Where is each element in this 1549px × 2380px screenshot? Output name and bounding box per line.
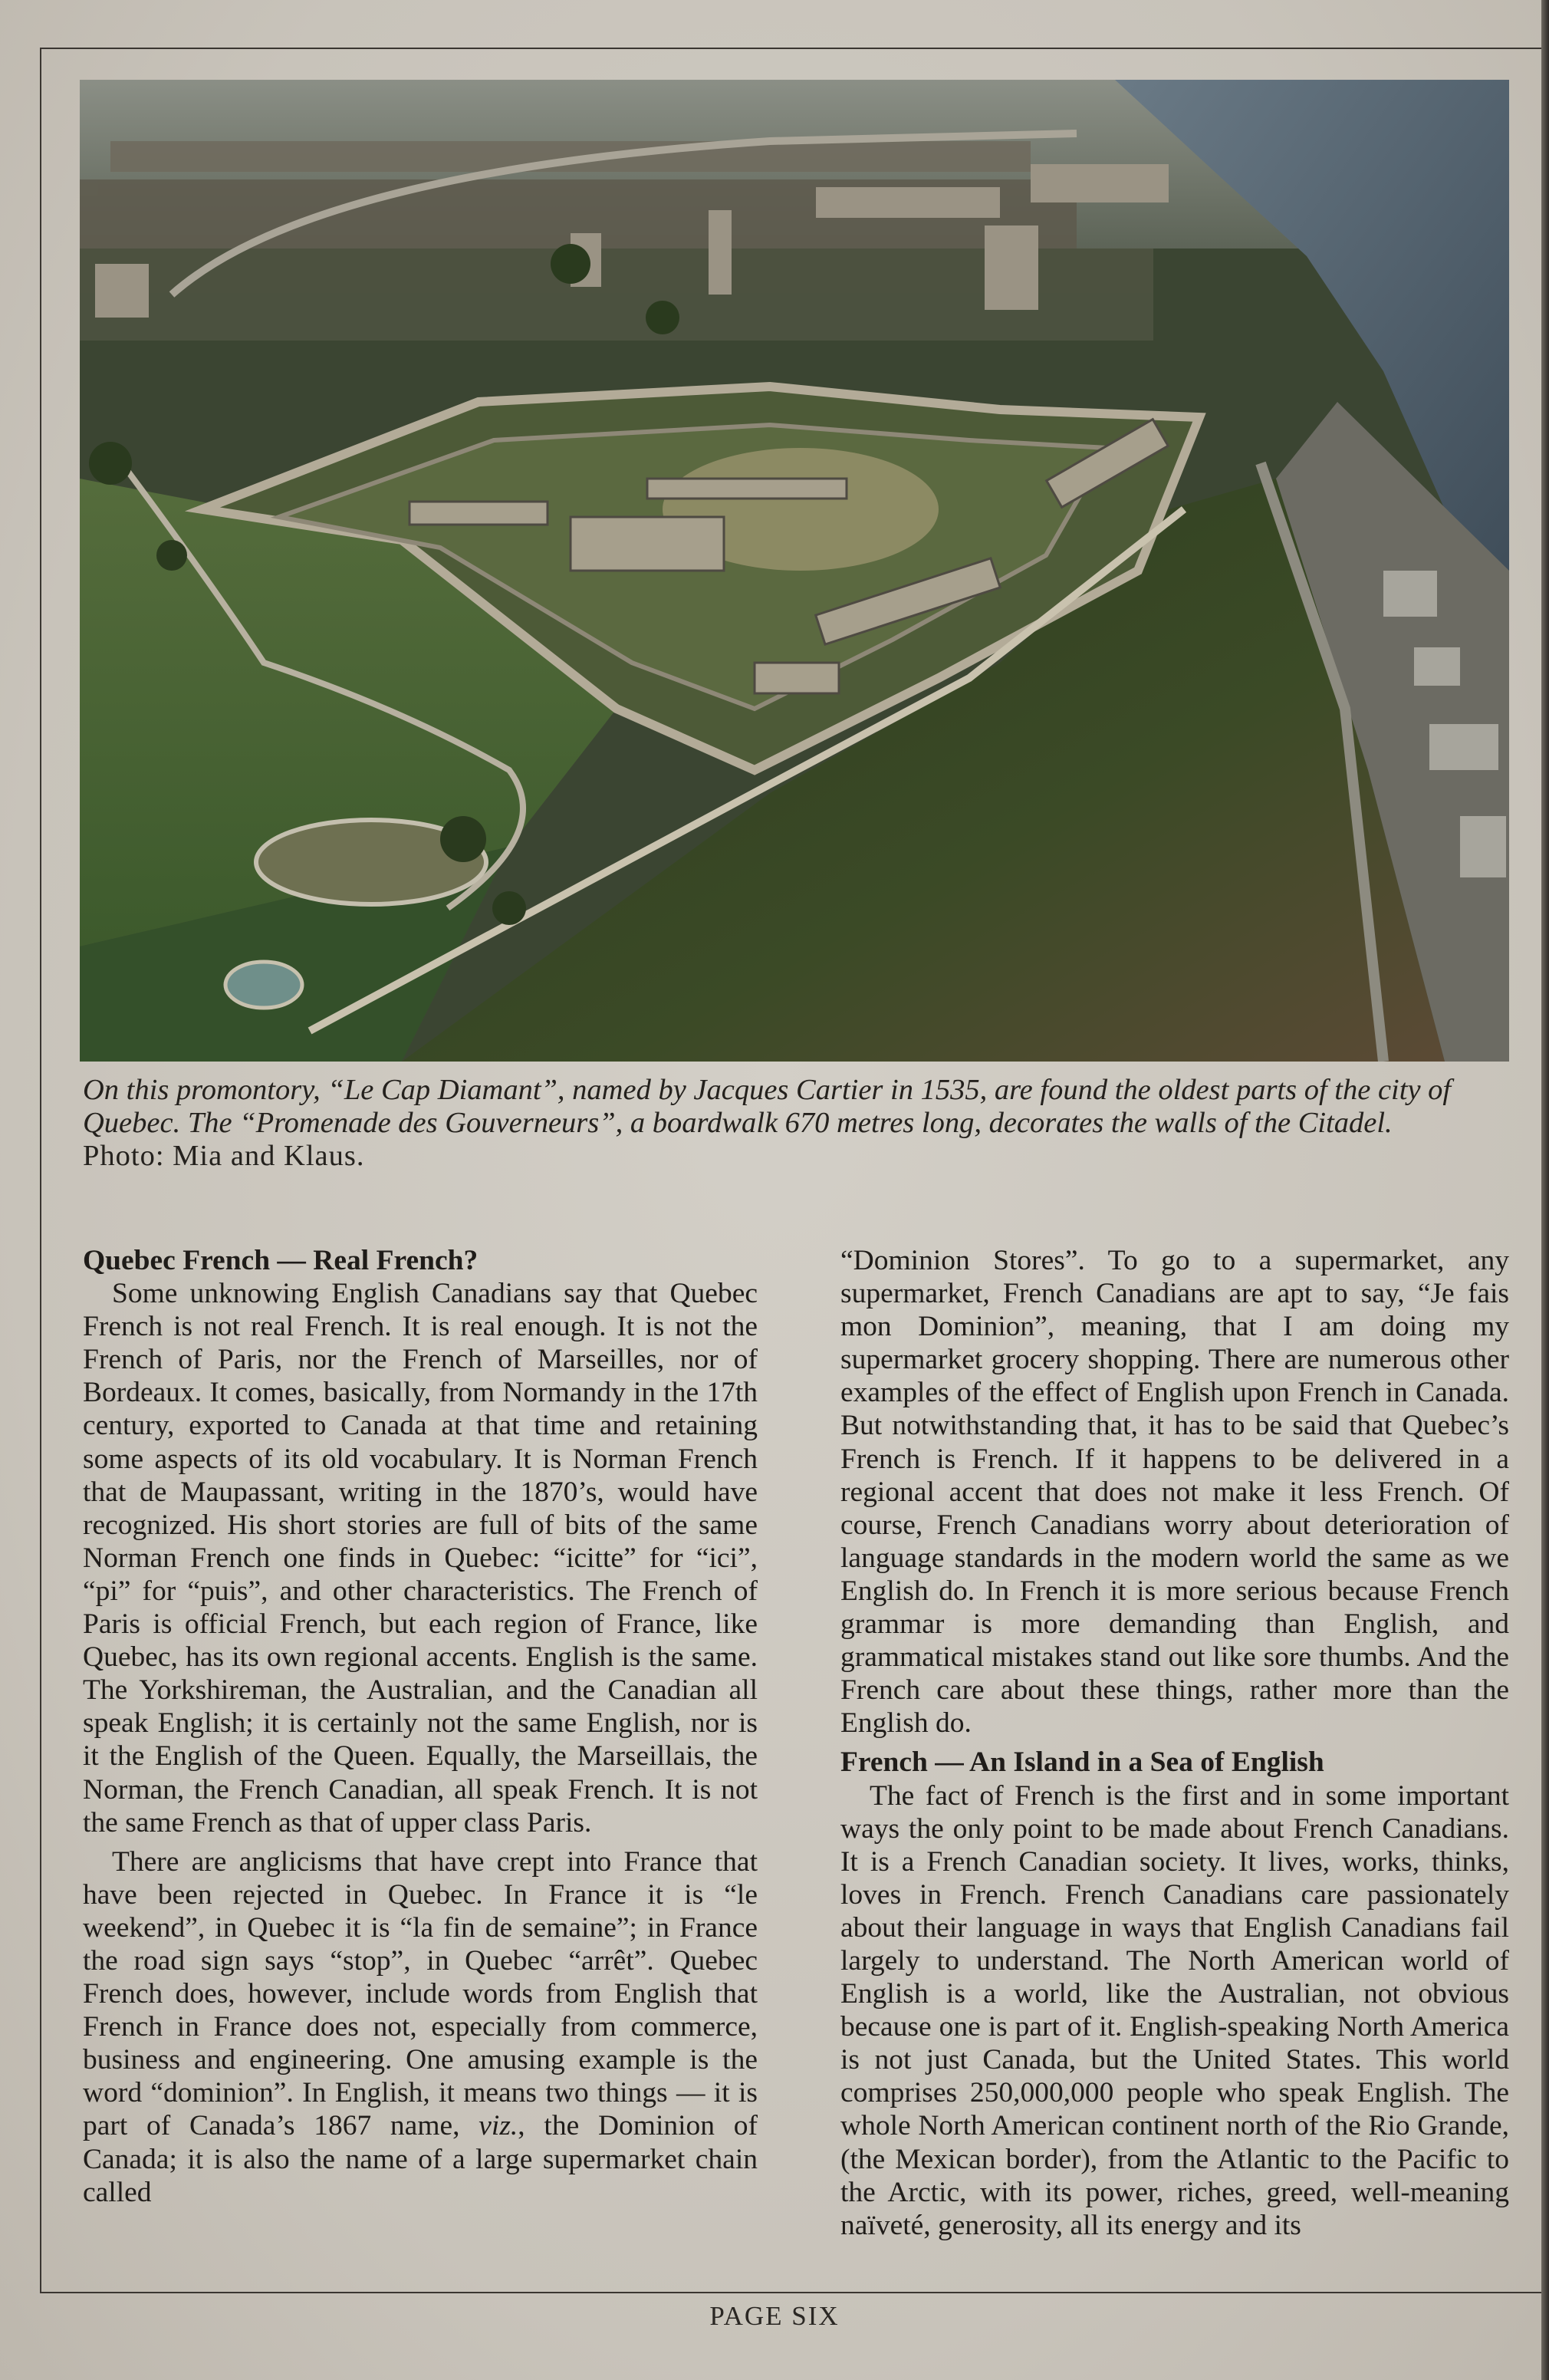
page-number: PAGE SIX (709, 2301, 840, 2331)
paragraph-text: , the Dominion of Canada; it is also the name of a large supermarket chain called (83, 2110, 758, 2208)
paragraph-text-italic: viz. (479, 2110, 518, 2142)
photo-illustration (80, 80, 1509, 1062)
binding-edge (1541, 0, 1549, 2380)
section-heading-quebec-french: Quebec French — Real French? (83, 1245, 479, 1276)
section-heading-island: French — An Island in a Sea of English (840, 1746, 1324, 1779)
paragraph-text: There are anglicisms that have crept into France that have been rejected in Quebec. In France it is “le weekend”, in Quebec it is “la fin de semaine”; in France the road sign says “stop”, in Quebec “arrêt”. Quebec French does, however, include words from English that French in France does not, especially from commerce, business and engineering. One amusing example is the word “dominion”. In English, it means two things — it is part of Canada’s 1867 name, (83, 1845, 758, 2142)
photo-credit: Photo: Mia and Klaus. (83, 1140, 365, 1172)
caption-text: On this promontory, “Le Cap Diamant”, named by Jacques Cartier in 1535, are found the oldest parts of the city of Quebec. The “Promenade des Gouverneurs”, a boardwalk 670 metres long, decorates the walls of the Citadel. (83, 1074, 1452, 1139)
article-paragraph: Some unknowing English Canadians say that Quebec French is not real French. It is real enough. It is not the French of Paris, nor the French of Marseilles, nor of Bordeaux. It comes, basically, from Normandy in the 17th century, exported to Canada at that time and retaining some aspects of its old vocabulary. It is Norman French that de Maupassant, writing in the 1870’s, would have recognized. His short stories are full of bits of the same Norman French one finds in Quebec: “icitte” for “ici”, “pi” for “puis”, and other characteristics. The French of Paris is official French, but each region of France, like Quebec, has its own regional accents. English is the same. The Yorkshireman, the Australian, and the Canadian all speak English; it is certainly not the same English, nor is it the English of the Queen. Equally, the Marseillais, the Norman, the French Canadian, all speak French. It is not the same French as that of upper class Paris. (83, 1278, 758, 1838)
article-paragraph (83, 1845, 758, 2209)
article-paragraph-continued: “Dominion Stores”. To go to a supermarket, any supermarket, French Canadians are apt to say, “Je fais mon Dominion”, meaning, that I am doing my supermarket grocery shopping. There are numerous other examples of the effect of English upon French in Canada. But notwithstanding that, it has to be said that Quebec’s French is French. If it happens to be delivered in a regional accent that does not make it less French. Of course, French Canadians worry about deterioration of language standards in the modern world the same as we English do. In French it is more serious because French grammar is more demanding than English, and grammatical mistakes stand out like sore thumbs. And the French care about these things, rather more than the English do. (840, 1245, 1509, 1740)
photo-caption (83, 1074, 1509, 1173)
article-column-right (840, 1244, 1509, 2248)
aerial-photo-citadel (80, 80, 1509, 1062)
article-paragraph: The fact of French is the first and in some important ways the only point to be made about French Canadians. It is a French Canadian society. It lives, works, thinks, loves in French. French Canadians care passionately about their language in ways that English Canadians fail largely to understand. The North American world of English is a world, like the Australian, not obvious because one is part of it. English-speaking North America is not just Canada, but the United States. This world comprises 250,000,000 people who speak English. The whole North American continent north of the Rio Grande, (the Mexican border), from the Atlantic to the Pacific to the Arctic, with its power, riches, greed, well-meaning naïveté, generosity, all its energy and its (840, 1779, 1509, 2241)
article-column-left (83, 1244, 758, 2215)
